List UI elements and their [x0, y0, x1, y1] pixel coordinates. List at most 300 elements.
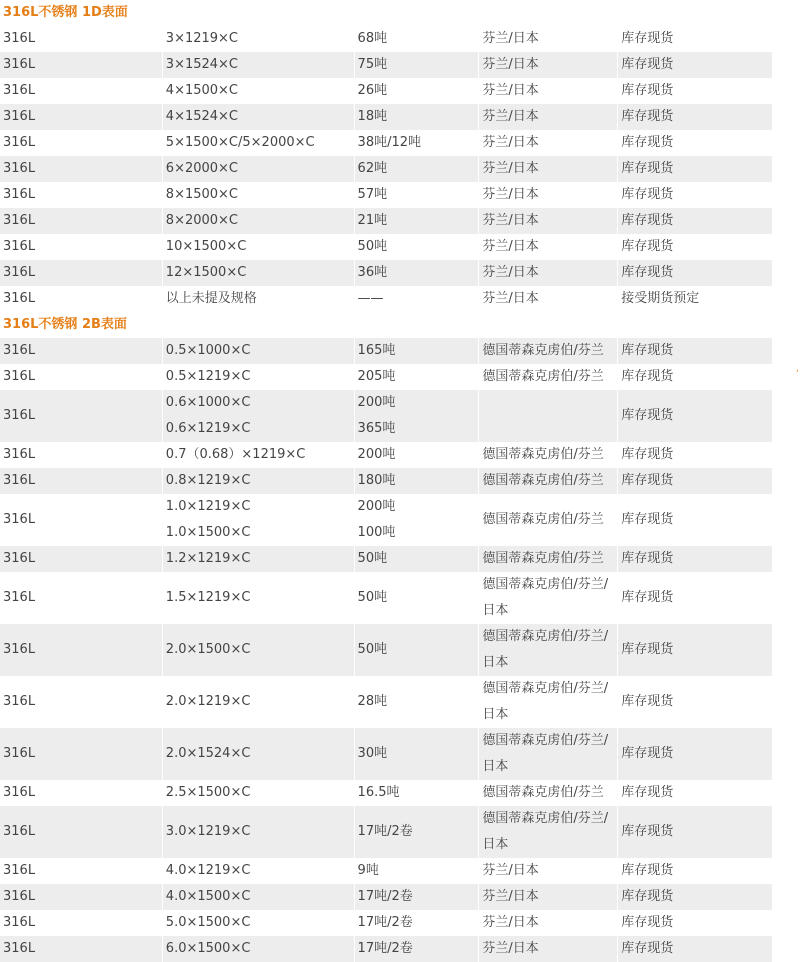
cell-text: 316L [3, 473, 36, 488]
cell-text: 芬兰/日本 [482, 187, 539, 202]
cell-text: 62吨 [357, 161, 388, 176]
cell-text: 德国蒂森克虏伯/芬兰 [482, 785, 604, 800]
spec-cell [163, 234, 354, 260]
status-cell [618, 624, 772, 676]
cell-text: 日本 [482, 603, 509, 618]
cell-text: 365吨 [357, 421, 396, 436]
status-cell [618, 936, 772, 962]
cell-text: 3×1524×C [165, 57, 239, 72]
quantity-cell [355, 910, 479, 936]
quantity-cell [355, 546, 479, 572]
status-cell [618, 52, 772, 78]
grade-cell [0, 546, 162, 572]
grade-cell [0, 572, 162, 624]
cell-text: 0.5×1000×C [165, 343, 251, 358]
cell-text: —— [357, 291, 384, 306]
origin-cell [479, 858, 617, 884]
spec-cell [163, 676, 354, 728]
origin-cell [479, 130, 617, 156]
cell-text: 17吨/2卷 [357, 941, 413, 956]
table-row [0, 78, 772, 104]
spec-cell [163, 624, 354, 676]
cell-text: 9吨 [357, 863, 379, 878]
cell-text: 200吨 [357, 499, 396, 514]
cell-text: 接受期货预定 [621, 291, 700, 306]
cell-text: 316L [3, 642, 36, 657]
section-title: 316L不锈钢 2B表面 [3, 317, 127, 332]
cell-text: 26吨 [357, 83, 388, 98]
cell-text: 2.0×1219×C [165, 694, 251, 709]
grade-cell [0, 728, 162, 780]
cell-text: 库存现货 [621, 161, 674, 176]
cell-text: 17吨/2卷 [357, 824, 413, 839]
cell-text: 316L [3, 31, 36, 46]
table-row [0, 572, 772, 624]
cell-text: 316L [3, 369, 36, 384]
grade-cell [0, 624, 162, 676]
quantity-cell [355, 156, 479, 182]
status-cell [618, 130, 772, 156]
cell-text: 芬兰/日本 [482, 941, 539, 956]
cell-text: 德国蒂森克虏伯/芬兰 [482, 512, 604, 527]
grade-cell [0, 936, 162, 962]
spec-cell [163, 728, 354, 780]
cell-text: 库存现货 [621, 551, 674, 566]
cell-text: 316L [3, 161, 36, 176]
origin-cell [479, 676, 617, 728]
quantity-cell [355, 676, 479, 728]
origin-cell [479, 208, 617, 234]
status-cell [618, 208, 772, 234]
table-row [0, 364, 772, 390]
cell-text: 德国蒂森克虏伯/芬兰/ [482, 577, 609, 592]
cell-text: 50吨 [357, 590, 388, 605]
cell-text: 316L [3, 213, 36, 228]
origin-cell [479, 806, 617, 858]
cell-text: 316L [3, 291, 36, 306]
cell-text [482, 403, 617, 429]
table-row [0, 182, 772, 208]
cell-text: 316L [3, 889, 36, 904]
cell-text: 316L [3, 551, 36, 566]
origin-cell [479, 546, 617, 572]
cell-text: 1.0×1219×C [165, 499, 251, 514]
cell-text: 50吨 [357, 642, 388, 657]
cell-text: 316L [3, 343, 36, 358]
table-row [0, 884, 772, 910]
cell-text: 库存现货 [621, 265, 674, 280]
cell-text: 316L [3, 590, 36, 605]
spec-cell [163, 780, 354, 806]
cell-text: 6×2000×C [165, 161, 239, 176]
table-row [0, 26, 772, 52]
cell-text: 芬兰/日本 [482, 83, 539, 98]
quantity-cell [355, 442, 479, 468]
spec-cell [163, 390, 354, 442]
quantity-cell [355, 26, 479, 52]
cell-text: 德国蒂森克虏伯/芬兰 [482, 343, 604, 358]
cell-text: 日本 [482, 707, 509, 722]
status-cell [618, 884, 772, 910]
table-row [0, 676, 772, 728]
cell-text: 0.5×1219×C [165, 369, 251, 384]
cell-text: 库存现货 [621, 889, 674, 904]
quantity-cell [355, 260, 479, 286]
origin-cell [479, 494, 617, 546]
spec-cell [163, 104, 354, 130]
spec-cell [163, 806, 354, 858]
table-row [0, 390, 772, 442]
table-row [0, 936, 772, 962]
status-cell [618, 442, 772, 468]
status-cell [618, 494, 772, 546]
cell-text: 3.0×1219×C [165, 824, 251, 839]
grade-cell [0, 910, 162, 936]
status-cell [618, 806, 772, 858]
table-row [0, 780, 772, 806]
spec-cell [163, 546, 354, 572]
cell-text: 8×1500×C [165, 187, 239, 202]
cell-text: 库存现货 [621, 369, 674, 384]
cell-text: 6.0×1500×C [165, 941, 251, 956]
cell-text: 芬兰/日本 [482, 213, 539, 228]
cell-text: 316L [3, 83, 36, 98]
cell-text: 316L [3, 512, 36, 527]
quantity-cell [355, 364, 479, 390]
cell-text: 芬兰/日本 [482, 161, 539, 176]
status-cell [618, 468, 772, 494]
status-cell [618, 546, 772, 572]
table-row [0, 468, 772, 494]
origin-cell [479, 910, 617, 936]
cell-text: 5.0×1500×C [165, 915, 251, 930]
cell-text: 316L [3, 187, 36, 202]
cell-text: 0.8×1219×C [165, 473, 251, 488]
cell-text: 316L [3, 57, 36, 72]
status-cell [618, 572, 772, 624]
quantity-cell [355, 390, 479, 442]
cell-text: 316L [3, 824, 36, 839]
cell-text: 17吨/2卷 [357, 889, 413, 904]
spec-cell [163, 208, 354, 234]
cell-text: 8×2000×C [165, 213, 239, 228]
spec-cell [163, 884, 354, 910]
cell-text: 16.5吨 [357, 785, 400, 800]
cell-text: 日本 [482, 759, 509, 774]
cell-text: 芬兰/日本 [482, 889, 539, 904]
scroll-marker: ' [796, 369, 799, 379]
cell-text: 1.5×1219×C [165, 590, 251, 605]
grade-cell [0, 104, 162, 130]
cell-text: 10×1500×C [165, 239, 247, 254]
spec-cell [163, 52, 354, 78]
origin-cell [479, 468, 617, 494]
origin-cell [479, 156, 617, 182]
spec-cell [163, 26, 354, 52]
cell-text: 库存现货 [621, 239, 674, 254]
cell-text: 库存现货 [621, 824, 674, 839]
origin-cell [479, 390, 617, 442]
grade-cell [0, 182, 162, 208]
origin-cell [479, 780, 617, 806]
status-cell [618, 182, 772, 208]
grade-cell [0, 442, 162, 468]
cell-text: 芬兰/日本 [482, 291, 539, 306]
table-row [0, 234, 772, 260]
table-row [0, 728, 772, 780]
status-cell [618, 286, 772, 312]
cell-text: 库存现货 [621, 863, 674, 878]
table-row [0, 442, 772, 468]
cell-text: 库存现货 [621, 746, 674, 761]
cell-text: 芬兰/日本 [482, 135, 539, 150]
cell-text: 316L [3, 915, 36, 930]
cell-text: 芬兰/日本 [482, 31, 539, 46]
cell-text: 日本 [482, 837, 509, 852]
cell-text: 21吨 [357, 213, 388, 228]
origin-cell [479, 78, 617, 104]
cell-text: 316L [3, 746, 36, 761]
cell-text: 芬兰/日本 [482, 863, 539, 878]
quantity-cell [355, 104, 479, 130]
status-cell [618, 338, 772, 364]
cell-text: 28吨 [357, 694, 388, 709]
quantity-cell [355, 780, 479, 806]
quantity-cell [355, 494, 479, 546]
cell-text: 库存现货 [621, 642, 674, 657]
table-row [0, 624, 772, 676]
grade-cell [0, 52, 162, 78]
table-row [0, 104, 772, 130]
cell-text: 库存现货 [621, 135, 674, 150]
cell-text: 德国蒂森克虏伯/芬兰/ [482, 681, 609, 696]
grade-cell [0, 494, 162, 546]
status-cell [618, 104, 772, 130]
quantity-cell [355, 468, 479, 494]
grade-cell [0, 286, 162, 312]
origin-cell [479, 338, 617, 364]
table-row [0, 208, 772, 234]
cell-text: 德国蒂森克虏伯/芬兰/ [482, 811, 609, 826]
grade-cell [0, 806, 162, 858]
spec-cell [163, 572, 354, 624]
cell-text: 205吨 [357, 369, 396, 384]
cell-text: 芬兰/日本 [482, 265, 539, 280]
cell-text: 库存现货 [621, 343, 674, 358]
table-row [0, 910, 772, 936]
table-row [0, 156, 772, 182]
cell-text: 36吨 [357, 265, 388, 280]
grade-cell [0, 858, 162, 884]
quantity-cell [355, 208, 479, 234]
grade-cell [0, 260, 162, 286]
grade-cell [0, 234, 162, 260]
quantity-cell [355, 806, 479, 858]
cell-text: 316L [3, 109, 36, 124]
status-cell [618, 234, 772, 260]
origin-cell [479, 364, 617, 390]
cell-text: 38吨/12吨 [357, 135, 422, 150]
origin-cell [479, 442, 617, 468]
origin-cell [479, 260, 617, 286]
cell-text: 库存现货 [621, 57, 674, 72]
cell-text: 德国蒂森克虏伯/芬兰 [482, 473, 604, 488]
origin-cell [479, 936, 617, 962]
cell-text: 1.2×1219×C [165, 551, 251, 566]
cell-text: 2.0×1524×C [165, 746, 251, 761]
grade-cell [0, 780, 162, 806]
origin-cell [479, 884, 617, 910]
cell-text: 德国蒂森克虏伯/芬兰 [482, 447, 604, 462]
status-cell [618, 910, 772, 936]
quantity-cell [355, 858, 479, 884]
quantity-cell [355, 572, 479, 624]
cell-text: 316L [3, 694, 36, 709]
origin-cell [479, 624, 617, 676]
cell-text: 0.6×1000×C [165, 395, 251, 410]
table-row [0, 52, 772, 78]
grade-cell [0, 208, 162, 234]
cell-text: 库存现货 [621, 473, 674, 488]
spec-cell [163, 78, 354, 104]
cell-text: 库存现货 [621, 187, 674, 202]
grade-cell [0, 130, 162, 156]
quantity-cell [355, 884, 479, 910]
cell-text: 德国蒂森克虏伯/芬兰/ [482, 733, 609, 748]
origin-cell [479, 182, 617, 208]
grade-cell [0, 26, 162, 52]
quantity-cell [355, 728, 479, 780]
cell-text: 316L [3, 941, 36, 956]
cell-text: 316L [3, 785, 36, 800]
quantity-cell [355, 130, 479, 156]
table-row [0, 130, 772, 156]
cell-text: 0.7（0.68）×1219×C [165, 447, 306, 462]
cell-text: 18吨 [357, 109, 388, 124]
cell-text: 日本 [482, 655, 509, 670]
origin-cell [479, 26, 617, 52]
cell-text: 1.0×1500×C [165, 525, 251, 540]
quantity-cell [355, 182, 479, 208]
spec-cell [163, 494, 354, 546]
quantity-cell [355, 52, 479, 78]
cell-text: 库存现货 [621, 213, 674, 228]
grade-cell [0, 364, 162, 390]
cell-text: 316L [3, 447, 36, 462]
grade-cell [0, 390, 162, 442]
spec-cell [163, 286, 354, 312]
spec-cell [163, 338, 354, 364]
status-cell [618, 390, 772, 442]
cell-text: 库存现货 [621, 590, 674, 605]
quantity-cell [355, 936, 479, 962]
cell-text: 180吨 [357, 473, 396, 488]
origin-cell [479, 234, 617, 260]
status-cell [618, 364, 772, 390]
cell-text: 库存现货 [621, 941, 674, 956]
grade-cell [0, 338, 162, 364]
cell-text: 库存现货 [621, 408, 674, 423]
spec-cell [163, 910, 354, 936]
cell-text: 75吨 [357, 57, 388, 72]
spec-cell [163, 182, 354, 208]
spec-cell [163, 858, 354, 884]
cell-text: 57吨 [357, 187, 388, 202]
cell-text: 30吨 [357, 746, 388, 761]
cell-text: 库存现货 [621, 447, 674, 462]
origin-cell [479, 728, 617, 780]
cell-text: 165吨 [357, 343, 396, 358]
cell-text: 库存现货 [621, 785, 674, 800]
status-cell [618, 156, 772, 182]
cell-text: 50吨 [357, 239, 388, 254]
cell-text: 50吨 [357, 551, 388, 566]
origin-cell [479, 52, 617, 78]
table-row [0, 546, 772, 572]
spec-cell [163, 260, 354, 286]
cell-text: 68吨 [357, 31, 388, 46]
cell-text: 100吨 [357, 525, 396, 540]
cell-text: 芬兰/日本 [482, 239, 539, 254]
cell-text: 316L [3, 265, 36, 280]
table-row [0, 338, 772, 364]
cell-text: 17吨/2卷 [357, 915, 413, 930]
spec-cell [163, 468, 354, 494]
grade-cell [0, 156, 162, 182]
status-cell [618, 78, 772, 104]
cell-text: 316L [3, 135, 36, 150]
grade-cell [0, 78, 162, 104]
cell-text: 德国蒂森克虏伯/芬兰 [482, 551, 604, 566]
grade-cell [0, 468, 162, 494]
cell-text: 200吨 [357, 447, 396, 462]
quantity-cell [355, 78, 479, 104]
cell-text: 库存现货 [621, 915, 674, 930]
cell-text: 12×1500×C [165, 265, 247, 280]
table-row [0, 806, 772, 858]
cell-text: 4.0×1500×C [165, 889, 251, 904]
spec-cell [163, 442, 354, 468]
cell-text: 库存现货 [621, 512, 674, 527]
cell-text: 4×1500×C [165, 83, 239, 98]
quantity-cell [355, 338, 479, 364]
table-row [0, 494, 772, 546]
grade-cell [0, 884, 162, 910]
cell-text: 德国蒂森克虏伯/芬兰 [482, 369, 604, 384]
cell-text: 3×1219×C [165, 31, 239, 46]
cell-text: 316L [3, 408, 36, 423]
cell-text: 2.0×1500×C [165, 642, 251, 657]
status-cell [618, 780, 772, 806]
table-row [0, 260, 772, 286]
cell-text: 库存现货 [621, 83, 674, 98]
status-cell [618, 260, 772, 286]
origin-cell [479, 286, 617, 312]
cell-text: 芬兰/日本 [482, 915, 539, 930]
cell-text: 200吨 [357, 395, 396, 410]
cell-text: 库存现货 [621, 109, 674, 124]
status-cell [618, 728, 772, 780]
cell-text: 芬兰/日本 [482, 109, 539, 124]
table-row [0, 286, 772, 312]
cell-text: 0.6×1219×C [165, 421, 251, 436]
cell-text: 5×1500×C/5×2000×C [165, 135, 315, 150]
status-cell [618, 26, 772, 52]
origin-cell [479, 104, 617, 130]
quantity-cell [355, 624, 479, 676]
grade-cell [0, 676, 162, 728]
spec-cell [163, 936, 354, 962]
